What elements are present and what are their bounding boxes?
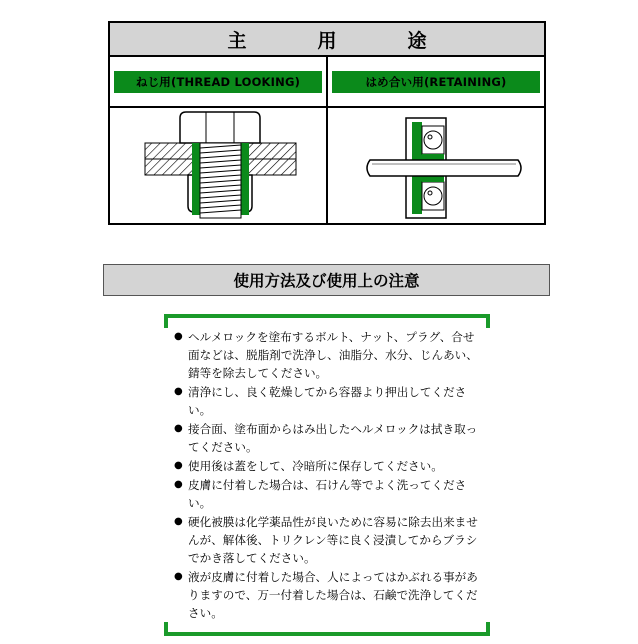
retaining-illustration	[326, 108, 544, 223]
thread-locking-label: ねじ用(THREAD LOOKING)	[114, 71, 321, 93]
list-item: ● 硬化被膜は化学薬品性が良いために容易に除去出来ませんが、解体後、トリクレン等に良く浸漬してからブラシでかき落してください。	[174, 515, 478, 565]
frame-top-line	[164, 314, 490, 318]
cautions-box	[164, 314, 490, 636]
usage-title: 主 用 途	[110, 23, 544, 57]
frame-corner-tl	[164, 314, 168, 328]
usage-table	[108, 21, 546, 225]
list-item: ● 使用後は蓋をして、冷暗所に保存してください。	[174, 459, 443, 473]
list-item: ● ヘルメロックを塗布するボルト、ナット、プラグ、合せ面などは、脱脂剤で洗浄し、油脂分、水分、じんあい、錆等を除去してください。	[174, 330, 478, 380]
frame-bottom-line	[164, 632, 490, 636]
frame-corner-tr	[486, 314, 490, 328]
bearing-shaft-icon	[328, 108, 545, 223]
thread-locking-header	[110, 57, 326, 106]
cautions-title: 使用方法及び使用上の注意	[103, 264, 550, 296]
list-item: ● 液が皮膚に付着した場合、人によってはかぶれる事がありますので、万一付着した場合は、石鹸で洗浄してください。	[174, 570, 478, 620]
retaining-label: はめ合い用(RETAINING)	[332, 71, 539, 93]
frame-corner-bl	[164, 622, 168, 636]
list-item: ● 皮膚に付着した場合は、石けん等でよく洗ってください。	[174, 478, 467, 510]
list-item: ● 接合面、塗布面からはみ出したヘルメロックは拭き取ってください。	[174, 422, 478, 454]
list-item: ● 清浄にし、良く乾燥してから容器より押出してください。	[174, 385, 467, 417]
frame-corner-br	[486, 622, 490, 636]
bolt-nut-icon	[110, 108, 327, 223]
cautions-list	[174, 328, 484, 623]
thread-locking-illustration	[110, 108, 326, 223]
usage-headers	[110, 57, 544, 108]
retaining-header	[326, 57, 544, 106]
usage-cells	[110, 108, 544, 223]
